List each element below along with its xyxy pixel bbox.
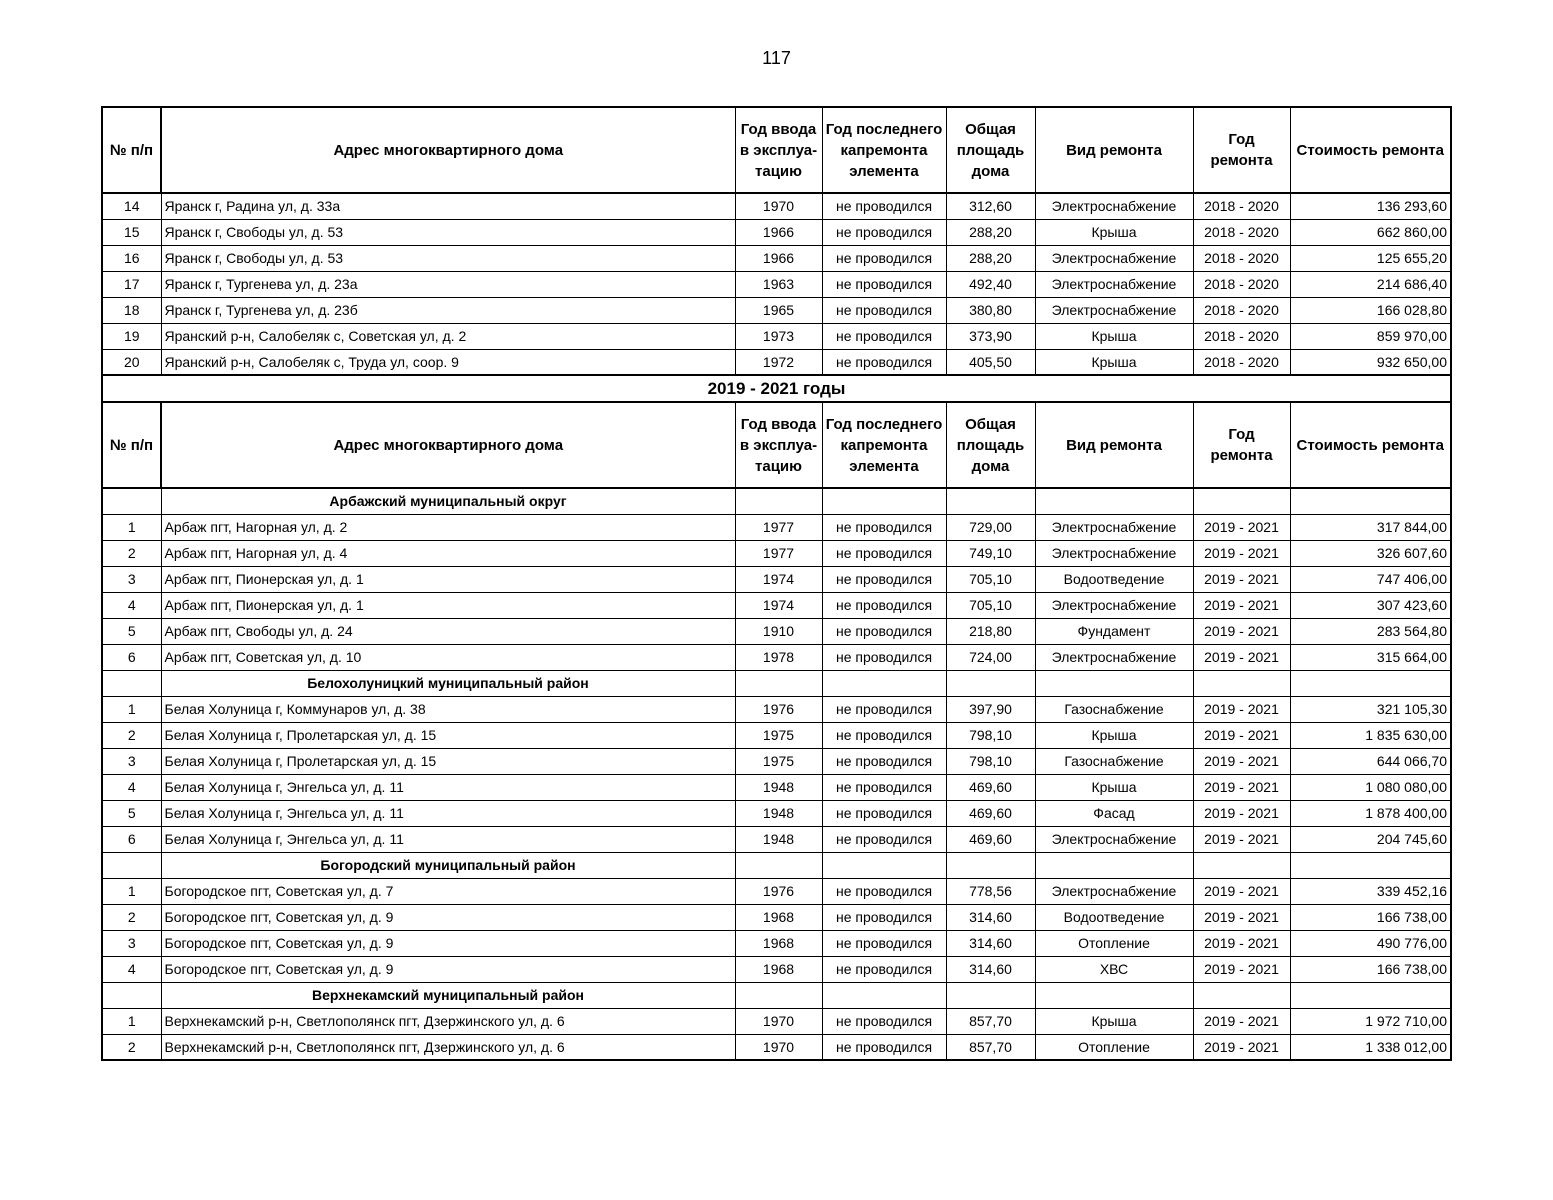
row-repair-period: 2019 - 2021 [1193, 696, 1290, 722]
row-num: 1 [102, 514, 161, 540]
row-repair-type: Фундамент [1035, 618, 1193, 644]
district-row [102, 852, 1451, 878]
row-last-repair: не проводился [822, 826, 946, 852]
table-row [102, 297, 1451, 323]
row-last-repair: не проводился [822, 566, 946, 592]
row-address: Белая Холуница г, Пролетарская ул, д. 15 [161, 722, 735, 748]
row-repair-type: Крыша [1035, 323, 1193, 349]
row-year-built: 1968 [735, 904, 822, 930]
row-year-built: 1948 [735, 826, 822, 852]
row-last-repair: не проводился [822, 297, 946, 323]
row-last-repair: не проводился [822, 930, 946, 956]
row-num: 6 [102, 644, 161, 670]
row-year-built: 1978 [735, 644, 822, 670]
row-year-built: 1965 [735, 297, 822, 323]
header-num: № п/п [102, 107, 161, 193]
row-cost: 204 745,60 [1290, 826, 1451, 852]
row-repair-type: Газоснабжение [1035, 696, 1193, 722]
row-area: 857,70 [946, 1034, 1035, 1060]
row-address: Белая Холуница г, Энгельса ул, д. 11 [161, 774, 735, 800]
district-empty-cell [735, 982, 822, 1008]
row-repair-period: 2019 - 2021 [1193, 514, 1290, 540]
row-repair-type: Электроснабжение [1035, 878, 1193, 904]
row-cost: 321 105,30 [1290, 696, 1451, 722]
row-area: 405,50 [946, 349, 1035, 375]
row-repair-period: 2019 - 2021 [1193, 930, 1290, 956]
district-empty-cell [946, 670, 1035, 696]
row-area: 857,70 [946, 1008, 1035, 1034]
row-address: Белая Холуница г, Пролетарская ул, д. 15 [161, 748, 735, 774]
row-repair-period: 2019 - 2021 [1193, 1034, 1290, 1060]
row-cost: 490 776,00 [1290, 930, 1451, 956]
row-year-built: 1977 [735, 540, 822, 566]
row-cost: 339 452,16 [1290, 878, 1451, 904]
district-empty-cell [1193, 670, 1290, 696]
row-num: 2 [102, 1034, 161, 1060]
table-row [102, 878, 1451, 904]
row-repair-type: Электроснабжение [1035, 514, 1193, 540]
row-cost: 166 738,00 [1290, 904, 1451, 930]
row-area: 798,10 [946, 748, 1035, 774]
row-cost: 317 844,00 [1290, 514, 1451, 540]
row-year-built: 1968 [735, 956, 822, 982]
row-address: Верхнекамский р-н, Светлополянск пгт, Дзержинского ул, д. 6 [161, 1008, 735, 1034]
row-num: 3 [102, 748, 161, 774]
row-address: Яранск г, Тургенева ул, д. 23б [161, 297, 735, 323]
row-year-built: 1970 [735, 1034, 822, 1060]
district-empty-cell [1193, 488, 1290, 514]
row-num: 20 [102, 349, 161, 375]
row-repair-period: 2019 - 2021 [1193, 1008, 1290, 1034]
row-repair-period: 2019 - 2021 [1193, 618, 1290, 644]
row-repair-period: 2019 - 2021 [1193, 878, 1290, 904]
row-area: 705,10 [946, 592, 1035, 618]
header-num: № п/п [102, 402, 161, 488]
section-title: 2019 - 2021 годы [102, 375, 1451, 402]
header-repair-year: Год ремонта [1193, 402, 1290, 488]
row-cost: 1 338 012,00 [1290, 1034, 1451, 1060]
row-last-repair: не проводился [822, 878, 946, 904]
district-empty-cell [946, 982, 1035, 1008]
table-row [102, 800, 1451, 826]
district-empty-cell [1290, 488, 1451, 514]
page-number: 117 [762, 48, 791, 68]
row-last-repair: не проводился [822, 644, 946, 670]
row-num: 17 [102, 271, 161, 297]
row-repair-period: 2018 - 2020 [1193, 193, 1290, 219]
row-cost: 307 423,60 [1290, 592, 1451, 618]
row-repair-type: Электроснабжение [1035, 193, 1193, 219]
row-year-built: 1948 [735, 774, 822, 800]
district-empty-cell [822, 670, 946, 696]
row-address: Яранск г, Тургенева ул, д. 23а [161, 271, 735, 297]
district-empty-cell [822, 488, 946, 514]
table-row [102, 540, 1451, 566]
row-address: Яранск г, Свободы ул, д. 53 [161, 219, 735, 245]
header-row [102, 107, 1451, 193]
district-empty-cell [1035, 852, 1193, 878]
table-row [102, 592, 1451, 618]
row-last-repair: не проводился [822, 722, 946, 748]
row-last-repair: не проводился [822, 592, 946, 618]
row-num: 1 [102, 1008, 161, 1034]
row-last-repair: не проводился [822, 540, 946, 566]
row-repair-type: Электроснабжение [1035, 540, 1193, 566]
district-empty-cell [822, 852, 946, 878]
row-year-built: 1970 [735, 1008, 822, 1034]
district-row [102, 488, 1451, 514]
header-area: Общая площадь дома [946, 107, 1035, 193]
row-repair-period: 2019 - 2021 [1193, 722, 1290, 748]
table-row [102, 323, 1451, 349]
row-cost: 1 080 080,00 [1290, 774, 1451, 800]
row-year-built: 1968 [735, 930, 822, 956]
row-num: 4 [102, 956, 161, 982]
row-last-repair: не проводился [822, 271, 946, 297]
row-num: 1 [102, 696, 161, 722]
row-address: Богородское пгт, Советская ул, д. 9 [161, 930, 735, 956]
row-cost: 1 878 400,00 [1290, 800, 1451, 826]
row-address: Яранский р-н, Салобеляк с, Труда ул, соор. 9 [161, 349, 735, 375]
header-address: Адрес многоквартирного дома [161, 107, 735, 193]
table-row [102, 193, 1451, 219]
header-year-built: Год ввода в эксплуа-тацию [735, 402, 822, 488]
row-last-repair: не проводился [822, 245, 946, 271]
row-num: 3 [102, 930, 161, 956]
district-name: Богородский муниципальный район [161, 852, 735, 878]
district-name: Верхнекамский муниципальный район [161, 982, 735, 1008]
row-repair-type: Отопление [1035, 1034, 1193, 1060]
district-num-cell [102, 852, 161, 878]
row-repair-period: 2019 - 2021 [1193, 748, 1290, 774]
row-last-repair: не проводился [822, 748, 946, 774]
row-repair-period: 2018 - 2020 [1193, 245, 1290, 271]
row-repair-type: Фасад [1035, 800, 1193, 826]
row-year-built: 1976 [735, 878, 822, 904]
district-empty-cell [1035, 488, 1193, 514]
row-num: 2 [102, 722, 161, 748]
district-empty-cell [735, 852, 822, 878]
row-cost: 315 664,00 [1290, 644, 1451, 670]
row-repair-period: 2018 - 2020 [1193, 297, 1290, 323]
district-num-cell [102, 670, 161, 696]
district-empty-cell [1290, 670, 1451, 696]
table-row [102, 644, 1451, 670]
row-repair-type: Электроснабжение [1035, 271, 1193, 297]
row-num: 18 [102, 297, 161, 323]
row-area: 729,00 [946, 514, 1035, 540]
row-num: 4 [102, 774, 161, 800]
row-area: 724,00 [946, 644, 1035, 670]
row-area: 778,56 [946, 878, 1035, 904]
row-area: 380,80 [946, 297, 1035, 323]
row-cost: 214 686,40 [1290, 271, 1451, 297]
header-year-built: Год ввода в эксплуа-тацию [735, 107, 822, 193]
row-last-repair: не проводился [822, 1008, 946, 1034]
row-last-repair: не проводился [822, 956, 946, 982]
repair-table [101, 106, 1452, 1061]
row-repair-type: Водоотведение [1035, 904, 1193, 930]
row-address: Белая Холуница г, Энгельса ул, д. 11 [161, 800, 735, 826]
section-row [102, 375, 1451, 402]
row-repair-period: 2019 - 2021 [1193, 644, 1290, 670]
district-empty-cell [946, 488, 1035, 514]
row-address: Богородское пгт, Советская ул, д. 9 [161, 956, 735, 982]
table-row [102, 245, 1451, 271]
row-last-repair: не проводился [822, 618, 946, 644]
district-empty-cell [735, 670, 822, 696]
row-last-repair: не проводился [822, 800, 946, 826]
row-address: Белая Холуница г, Коммунаров ул, д. 38 [161, 696, 735, 722]
row-repair-type: ХВС [1035, 956, 1193, 982]
row-repair-period: 2019 - 2021 [1193, 566, 1290, 592]
row-cost: 644 066,70 [1290, 748, 1451, 774]
row-area: 218,80 [946, 618, 1035, 644]
row-area: 469,60 [946, 826, 1035, 852]
row-address: Арбаж пгт, Свободы ул, д. 24 [161, 618, 735, 644]
row-cost: 166 028,80 [1290, 297, 1451, 323]
row-address: Белая Холуница г, Энгельса ул, д. 11 [161, 826, 735, 852]
row-num: 3 [102, 566, 161, 592]
row-area: 469,60 [946, 774, 1035, 800]
row-num: 14 [102, 193, 161, 219]
row-repair-type: Крыша [1035, 219, 1193, 245]
header-address: Адрес многоквартирного дома [161, 402, 735, 488]
row-cost: 662 860,00 [1290, 219, 1451, 245]
row-address: Богородское пгт, Советская ул, д. 9 [161, 904, 735, 930]
row-repair-type: Электроснабжение [1035, 826, 1193, 852]
row-repair-period: 2018 - 2020 [1193, 323, 1290, 349]
row-area: 397,90 [946, 696, 1035, 722]
row-year-built: 1963 [735, 271, 822, 297]
row-address: Арбаж пгт, Нагорная ул, д. 2 [161, 514, 735, 540]
district-empty-cell [1035, 982, 1193, 1008]
row-cost: 125 655,20 [1290, 245, 1451, 271]
row-repair-period: 2019 - 2021 [1193, 956, 1290, 982]
row-year-built: 1974 [735, 566, 822, 592]
row-num: 4 [102, 592, 161, 618]
row-last-repair: не проводился [822, 774, 946, 800]
district-name: Арбажский муниципальный округ [161, 488, 735, 514]
district-row [102, 982, 1451, 1008]
row-year-built: 1948 [735, 800, 822, 826]
row-area: 314,60 [946, 930, 1035, 956]
table-row [102, 956, 1451, 982]
row-repair-period: 2019 - 2021 [1193, 540, 1290, 566]
row-area: 492,40 [946, 271, 1035, 297]
row-last-repair: не проводился [822, 1034, 946, 1060]
header-repair-year: Год ремонта [1193, 107, 1290, 193]
district-empty-cell [1290, 982, 1451, 1008]
table-row [102, 1034, 1451, 1060]
row-cost: 1 835 630,00 [1290, 722, 1451, 748]
row-num: 6 [102, 826, 161, 852]
row-repair-period: 2019 - 2021 [1193, 826, 1290, 852]
row-cost: 326 607,60 [1290, 540, 1451, 566]
row-cost: 859 970,00 [1290, 323, 1451, 349]
table-row [102, 349, 1451, 375]
district-name: Белохолуницкий муниципальный район [161, 670, 735, 696]
row-area: 749,10 [946, 540, 1035, 566]
row-address: Арбаж пгт, Нагорная ул, д. 4 [161, 540, 735, 566]
district-empty-cell [1193, 852, 1290, 878]
row-address: Арбаж пгт, Пионерская ул, д. 1 [161, 592, 735, 618]
row-year-built: 1977 [735, 514, 822, 540]
row-cost: 1 972 710,00 [1290, 1008, 1451, 1034]
row-address: Верхнекамский р-н, Светлополянск пгт, Дзержинского ул, д. 6 [161, 1034, 735, 1060]
row-repair-type: Крыша [1035, 349, 1193, 375]
row-year-built: 1966 [735, 245, 822, 271]
row-repair-type: Электроснабжение [1035, 245, 1193, 271]
table-row [102, 748, 1451, 774]
table-row [102, 696, 1451, 722]
district-num-cell [102, 488, 161, 514]
table-row [102, 566, 1451, 592]
row-address: Яранск г, Радина ул, д. 33а [161, 193, 735, 219]
row-repair-type: Крыша [1035, 774, 1193, 800]
row-repair-type: Электроснабжение [1035, 592, 1193, 618]
row-year-built: 1973 [735, 323, 822, 349]
district-num-cell [102, 982, 161, 1008]
row-repair-period: 2019 - 2021 [1193, 774, 1290, 800]
row-address: Яранский р-н, Салобеляк с, Советская ул, д. 2 [161, 323, 735, 349]
table-row [102, 219, 1451, 245]
row-area: 312,60 [946, 193, 1035, 219]
row-last-repair: не проводился [822, 349, 946, 375]
row-num: 15 [102, 219, 161, 245]
district-empty-cell [946, 852, 1035, 878]
row-last-repair: не проводился [822, 904, 946, 930]
header-row [102, 402, 1451, 488]
header-last-repair: Год последнего капремонта элемента [822, 402, 946, 488]
row-area: 798,10 [946, 722, 1035, 748]
table-row [102, 514, 1451, 540]
table-row [102, 271, 1451, 297]
row-area: 373,90 [946, 323, 1035, 349]
row-cost: 136 293,60 [1290, 193, 1451, 219]
district-row [102, 670, 1451, 696]
row-last-repair: не проводился [822, 219, 946, 245]
row-address: Богородское пгт, Советская ул, д. 7 [161, 878, 735, 904]
district-empty-cell [1193, 982, 1290, 1008]
row-year-built: 1976 [735, 696, 822, 722]
header-repair-type: Вид ремонта [1035, 402, 1193, 488]
row-repair-type: Водоотведение [1035, 566, 1193, 592]
row-repair-period: 2018 - 2020 [1193, 271, 1290, 297]
row-year-built: 1974 [735, 592, 822, 618]
row-num: 1 [102, 878, 161, 904]
row-last-repair: не проводился [822, 323, 946, 349]
row-repair-type: Электроснабжение [1035, 297, 1193, 323]
row-num: 2 [102, 540, 161, 566]
row-num: 2 [102, 904, 161, 930]
row-num: 5 [102, 618, 161, 644]
district-empty-cell [822, 982, 946, 1008]
row-repair-period: 2019 - 2021 [1193, 904, 1290, 930]
row-last-repair: не проводился [822, 696, 946, 722]
row-last-repair: не проводился [822, 193, 946, 219]
row-repair-type: Электроснабжение [1035, 644, 1193, 670]
table-row [102, 826, 1451, 852]
row-address: Арбаж пгт, Советская ул, д. 10 [161, 644, 735, 670]
row-year-built: 1975 [735, 722, 822, 748]
row-repair-type: Газоснабжение [1035, 748, 1193, 774]
header-cost: Стоимость ремонта [1290, 107, 1451, 193]
row-year-built: 1972 [735, 349, 822, 375]
row-cost: 932 650,00 [1290, 349, 1451, 375]
district-empty-cell [1035, 670, 1193, 696]
row-area: 314,60 [946, 904, 1035, 930]
table-row [102, 722, 1451, 748]
row-num: 5 [102, 800, 161, 826]
table-row [102, 904, 1451, 930]
row-year-built: 1966 [735, 219, 822, 245]
row-area: 469,60 [946, 800, 1035, 826]
row-repair-period: 2018 - 2020 [1193, 349, 1290, 375]
row-num: 16 [102, 245, 161, 271]
table-row [102, 618, 1451, 644]
table-body [102, 107, 1451, 1060]
table-row [102, 930, 1451, 956]
header-last-repair: Год последнего капремонта элемента [822, 107, 946, 193]
row-last-repair: не проводился [822, 514, 946, 540]
row-area: 288,20 [946, 219, 1035, 245]
row-area: 314,60 [946, 956, 1035, 982]
row-year-built: 1910 [735, 618, 822, 644]
table-row [102, 774, 1451, 800]
header-area: Общая площадь дома [946, 402, 1035, 488]
district-empty-cell [1290, 852, 1451, 878]
row-repair-period: 2019 - 2021 [1193, 592, 1290, 618]
row-cost: 747 406,00 [1290, 566, 1451, 592]
row-repair-type: Крыша [1035, 1008, 1193, 1034]
row-repair-period: 2019 - 2021 [1193, 800, 1290, 826]
row-address: Яранск г, Свободы ул, д. 53 [161, 245, 735, 271]
row-cost: 283 564,80 [1290, 618, 1451, 644]
row-repair-type: Крыша [1035, 722, 1193, 748]
district-empty-cell [735, 488, 822, 514]
row-area: 288,20 [946, 245, 1035, 271]
row-num: 19 [102, 323, 161, 349]
row-repair-type: Отопление [1035, 930, 1193, 956]
row-year-built: 1970 [735, 193, 822, 219]
row-area: 705,10 [946, 566, 1035, 592]
row-repair-period: 2018 - 2020 [1193, 219, 1290, 245]
table-row [102, 1008, 1451, 1034]
row-cost: 166 738,00 [1290, 956, 1451, 982]
header-repair-type: Вид ремонта [1035, 107, 1193, 193]
header-cost: Стоимость ремонта [1290, 402, 1451, 488]
row-year-built: 1975 [735, 748, 822, 774]
row-address: Арбаж пгт, Пионерская ул, д. 1 [161, 566, 735, 592]
